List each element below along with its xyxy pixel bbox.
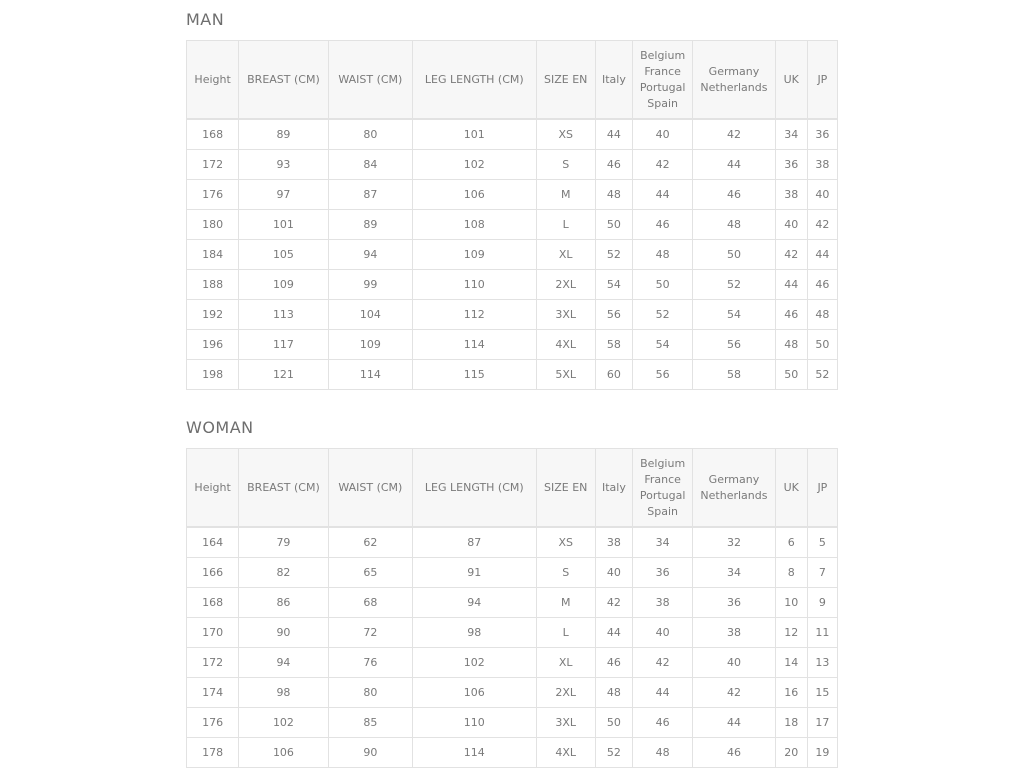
table-cell: 11 xyxy=(807,618,837,648)
table-cell: 10 xyxy=(775,588,807,618)
column-header-line: SIZE EN xyxy=(544,72,588,86)
table-cell: 42 xyxy=(693,119,775,150)
table-cell: 36 xyxy=(807,119,837,150)
column-header xyxy=(187,449,239,528)
table-cell: 54 xyxy=(693,300,775,330)
table-cell: 84 xyxy=(328,150,412,180)
column-header-line: Belgium xyxy=(640,48,686,62)
table-cell: 34 xyxy=(693,558,775,588)
table-cell: 198 xyxy=(187,360,239,390)
table-cell: 102 xyxy=(239,708,328,738)
table-cell: 42 xyxy=(595,588,632,618)
woman-table-body xyxy=(187,527,838,768)
table-cell: 82 xyxy=(239,558,328,588)
table-row xyxy=(187,558,838,588)
table-cell: 109 xyxy=(239,270,328,300)
table-cell: 34 xyxy=(633,527,693,558)
table-cell: 188 xyxy=(187,270,239,300)
table-cell: 42 xyxy=(633,648,693,678)
table-cell: 52 xyxy=(807,360,837,390)
woman-section-title: WOMAN xyxy=(186,418,254,437)
table-cell: 91 xyxy=(413,558,537,588)
table-cell: 6 xyxy=(775,527,807,558)
table-cell: 46 xyxy=(633,708,693,738)
table-cell: 40 xyxy=(633,618,693,648)
column-header xyxy=(413,41,537,120)
column-header xyxy=(239,41,328,120)
table-cell: M xyxy=(536,180,595,210)
table-cell: 40 xyxy=(693,648,775,678)
table-row xyxy=(187,678,838,708)
table-cell: 42 xyxy=(693,678,775,708)
column-header-line: Height xyxy=(194,72,231,86)
table-cell: 109 xyxy=(413,240,537,270)
table-cell: 87 xyxy=(328,180,412,210)
table-row xyxy=(187,708,838,738)
table-cell: 46 xyxy=(693,180,775,210)
table-cell: 8 xyxy=(775,558,807,588)
column-header-line: WAIST (CM) xyxy=(338,480,403,494)
table-cell: 3XL xyxy=(536,300,595,330)
table-cell: 50 xyxy=(633,270,693,300)
column-header-line: Netherlands xyxy=(700,488,768,502)
column-header-line: LEG LENGTH (CM) xyxy=(424,72,524,86)
table-cell: 94 xyxy=(328,240,412,270)
table-cell: 112 xyxy=(413,300,537,330)
table-cell: 42 xyxy=(775,240,807,270)
table-row xyxy=(187,618,838,648)
table-cell: 44 xyxy=(595,119,632,150)
table-cell: XL xyxy=(536,648,595,678)
table-row xyxy=(187,270,838,300)
table-cell: 174 xyxy=(187,678,239,708)
table-cell: 54 xyxy=(633,330,693,360)
table-cell: 48 xyxy=(595,678,632,708)
table-cell: 166 xyxy=(187,558,239,588)
column-header xyxy=(775,41,807,120)
table-cell: 101 xyxy=(413,119,537,150)
table-cell: 9 xyxy=(807,588,837,618)
table-cell: 104 xyxy=(328,300,412,330)
column-header xyxy=(807,449,837,528)
table-cell: 2XL xyxy=(536,270,595,300)
column-header-line: Belgium xyxy=(640,456,686,470)
table-cell: 16 xyxy=(775,678,807,708)
column-header-line: Portugal xyxy=(639,488,686,502)
table-row xyxy=(187,527,838,558)
column-header xyxy=(536,449,595,528)
table-cell: 184 xyxy=(187,240,239,270)
table-cell: 48 xyxy=(775,330,807,360)
table-cell: 48 xyxy=(633,240,693,270)
table-cell: 50 xyxy=(693,240,775,270)
column-header xyxy=(693,449,775,528)
table-cell: 4XL xyxy=(536,330,595,360)
table-cell: 50 xyxy=(807,330,837,360)
column-header-line: Height xyxy=(194,480,231,494)
column-header xyxy=(536,41,595,120)
table-cell: 46 xyxy=(775,300,807,330)
table-cell: 176 xyxy=(187,708,239,738)
table-cell: 72 xyxy=(328,618,412,648)
table-cell: 46 xyxy=(595,150,632,180)
table-cell: 38 xyxy=(693,618,775,648)
table-cell: 48 xyxy=(693,210,775,240)
table-cell: 50 xyxy=(595,708,632,738)
table-cell: 94 xyxy=(239,648,328,678)
table-cell: 90 xyxy=(328,738,412,768)
table-cell: 110 xyxy=(413,708,537,738)
table-cell: 68 xyxy=(328,588,412,618)
table-cell: XS xyxy=(536,119,595,150)
table-cell: 98 xyxy=(413,618,537,648)
column-header xyxy=(775,449,807,528)
table-cell: 106 xyxy=(413,180,537,210)
column-header-line: Netherlands xyxy=(700,80,768,94)
column-header xyxy=(328,449,412,528)
table-cell: 38 xyxy=(633,588,693,618)
table-cell: 44 xyxy=(693,150,775,180)
table-cell: 196 xyxy=(187,330,239,360)
table-cell: 44 xyxy=(595,618,632,648)
table-cell: 42 xyxy=(633,150,693,180)
table-cell: 46 xyxy=(595,648,632,678)
column-header-line: Germany xyxy=(708,64,760,78)
column-header-line: Italy xyxy=(601,480,626,494)
table-cell: 79 xyxy=(239,527,328,558)
table-cell: 2XL xyxy=(536,678,595,708)
column-header-line: JP xyxy=(817,480,828,494)
man-size-section xyxy=(186,10,838,390)
table-cell: 5 xyxy=(807,527,837,558)
table-cell: 164 xyxy=(187,527,239,558)
table-cell: 94 xyxy=(413,588,537,618)
table-cell: 58 xyxy=(693,360,775,390)
table-cell: 80 xyxy=(328,119,412,150)
table-cell: 52 xyxy=(633,300,693,330)
table-cell: 40 xyxy=(633,119,693,150)
table-cell: 98 xyxy=(239,678,328,708)
table-row xyxy=(187,119,838,150)
table-cell: 15 xyxy=(807,678,837,708)
column-header-line: Germany xyxy=(708,472,760,486)
table-cell: 110 xyxy=(413,270,537,300)
column-header xyxy=(239,449,328,528)
man-header-row xyxy=(187,41,838,120)
table-cell: 89 xyxy=(328,210,412,240)
table-cell: 192 xyxy=(187,300,239,330)
table-cell: 90 xyxy=(239,618,328,648)
column-header xyxy=(187,41,239,120)
table-cell: 48 xyxy=(633,738,693,768)
table-cell: 42 xyxy=(807,210,837,240)
table-cell: 105 xyxy=(239,240,328,270)
table-cell: 32 xyxy=(693,527,775,558)
table-cell: 13 xyxy=(807,648,837,678)
column-header xyxy=(633,41,693,120)
table-cell: 44 xyxy=(775,270,807,300)
column-header-line: France xyxy=(644,472,681,486)
table-cell: 7 xyxy=(807,558,837,588)
man-table-body xyxy=(187,119,838,390)
table-cell: 114 xyxy=(413,330,537,360)
table-cell: 117 xyxy=(239,330,328,360)
table-cell: 101 xyxy=(239,210,328,240)
table-cell: 36 xyxy=(693,588,775,618)
column-header-line: Spain xyxy=(647,504,678,518)
man-size-table xyxy=(186,40,838,390)
table-cell: 5XL xyxy=(536,360,595,390)
table-cell: 52 xyxy=(595,240,632,270)
column-header-line: WAIST (CM) xyxy=(338,72,403,86)
table-cell: 89 xyxy=(239,119,328,150)
table-cell: 46 xyxy=(633,210,693,240)
table-cell: 176 xyxy=(187,180,239,210)
table-cell: 114 xyxy=(413,738,537,768)
table-cell: 17 xyxy=(807,708,837,738)
table-row xyxy=(187,180,838,210)
table-row xyxy=(187,300,838,330)
table-cell: 99 xyxy=(328,270,412,300)
table-cell: 102 xyxy=(413,648,537,678)
table-cell: 50 xyxy=(775,360,807,390)
table-cell: 38 xyxy=(595,527,632,558)
column-header-line: Spain xyxy=(647,96,678,110)
table-cell: 4XL xyxy=(536,738,595,768)
table-cell: 52 xyxy=(595,738,632,768)
table-cell: 40 xyxy=(807,180,837,210)
table-cell: 106 xyxy=(413,678,537,708)
table-cell: 34 xyxy=(775,119,807,150)
table-cell: 56 xyxy=(693,330,775,360)
column-header-line: Portugal xyxy=(639,80,686,94)
table-cell: 44 xyxy=(807,240,837,270)
column-header-line: BREAST (CM) xyxy=(247,72,320,86)
table-cell: 121 xyxy=(239,360,328,390)
table-cell: 40 xyxy=(775,210,807,240)
column-header-line: SIZE EN xyxy=(544,480,588,494)
man-section-title: MAN xyxy=(186,10,225,29)
column-header xyxy=(633,449,693,528)
woman-header-row xyxy=(187,449,838,528)
table-cell: 65 xyxy=(328,558,412,588)
table-cell: 115 xyxy=(413,360,537,390)
table-cell: 44 xyxy=(693,708,775,738)
table-cell: 170 xyxy=(187,618,239,648)
table-cell: 18 xyxy=(775,708,807,738)
table-cell: 106 xyxy=(239,738,328,768)
table-cell: 85 xyxy=(328,708,412,738)
table-row xyxy=(187,210,838,240)
woman-size-table xyxy=(186,448,838,768)
table-cell: 44 xyxy=(633,180,693,210)
table-row xyxy=(187,738,838,768)
table-cell: 93 xyxy=(239,150,328,180)
column-header-line: UK xyxy=(783,72,799,86)
table-cell: 44 xyxy=(633,678,693,708)
table-cell: 102 xyxy=(413,150,537,180)
table-cell: 80 xyxy=(328,678,412,708)
table-cell: 48 xyxy=(807,300,837,330)
table-cell: 36 xyxy=(775,150,807,180)
table-cell: 168 xyxy=(187,119,239,150)
table-cell: S xyxy=(536,558,595,588)
column-header-line: LEG LENGTH (CM) xyxy=(424,480,524,494)
table-cell: 168 xyxy=(187,588,239,618)
table-cell: 108 xyxy=(413,210,537,240)
table-cell: 56 xyxy=(595,300,632,330)
table-cell: 20 xyxy=(775,738,807,768)
table-row xyxy=(187,648,838,678)
table-cell: M xyxy=(536,588,595,618)
column-header-line: France xyxy=(644,64,681,78)
table-cell: 113 xyxy=(239,300,328,330)
table-cell: 180 xyxy=(187,210,239,240)
table-cell: 172 xyxy=(187,150,239,180)
woman-size-section xyxy=(186,418,838,768)
table-cell: S xyxy=(536,150,595,180)
table-cell: 14 xyxy=(775,648,807,678)
column-header xyxy=(693,41,775,120)
table-row xyxy=(187,588,838,618)
table-cell: 87 xyxy=(413,527,537,558)
table-cell: 86 xyxy=(239,588,328,618)
table-cell: 62 xyxy=(328,527,412,558)
table-cell: XS xyxy=(536,527,595,558)
table-cell: 19 xyxy=(807,738,837,768)
column-header xyxy=(807,41,837,120)
column-header xyxy=(595,41,632,120)
table-cell: 3XL xyxy=(536,708,595,738)
table-cell: 46 xyxy=(693,738,775,768)
column-header xyxy=(413,449,537,528)
column-header-line: Italy xyxy=(601,72,626,86)
column-header-line: UK xyxy=(783,480,799,494)
table-cell: 38 xyxy=(807,150,837,180)
table-cell: 97 xyxy=(239,180,328,210)
table-cell: 56 xyxy=(633,360,693,390)
table-cell: 172 xyxy=(187,648,239,678)
table-cell: 40 xyxy=(595,558,632,588)
table-row xyxy=(187,240,838,270)
table-cell: 76 xyxy=(328,648,412,678)
table-cell: 60 xyxy=(595,360,632,390)
table-cell: 38 xyxy=(775,180,807,210)
table-cell: 50 xyxy=(595,210,632,240)
table-cell: L xyxy=(536,210,595,240)
table-cell: 58 xyxy=(595,330,632,360)
table-cell: 109 xyxy=(328,330,412,360)
table-cell: 178 xyxy=(187,738,239,768)
table-cell: 48 xyxy=(595,180,632,210)
table-cell: 114 xyxy=(328,360,412,390)
table-row xyxy=(187,330,838,360)
table-cell: 36 xyxy=(633,558,693,588)
table-cell: XL xyxy=(536,240,595,270)
column-header-line: BREAST (CM) xyxy=(247,480,320,494)
table-cell: 46 xyxy=(807,270,837,300)
column-header xyxy=(328,41,412,120)
column-header-line: JP xyxy=(817,72,828,86)
table-row xyxy=(187,150,838,180)
table-cell: L xyxy=(536,618,595,648)
table-cell: 12 xyxy=(775,618,807,648)
table-row xyxy=(187,360,838,390)
table-cell: 52 xyxy=(693,270,775,300)
table-cell: 54 xyxy=(595,270,632,300)
column-header xyxy=(595,449,632,528)
